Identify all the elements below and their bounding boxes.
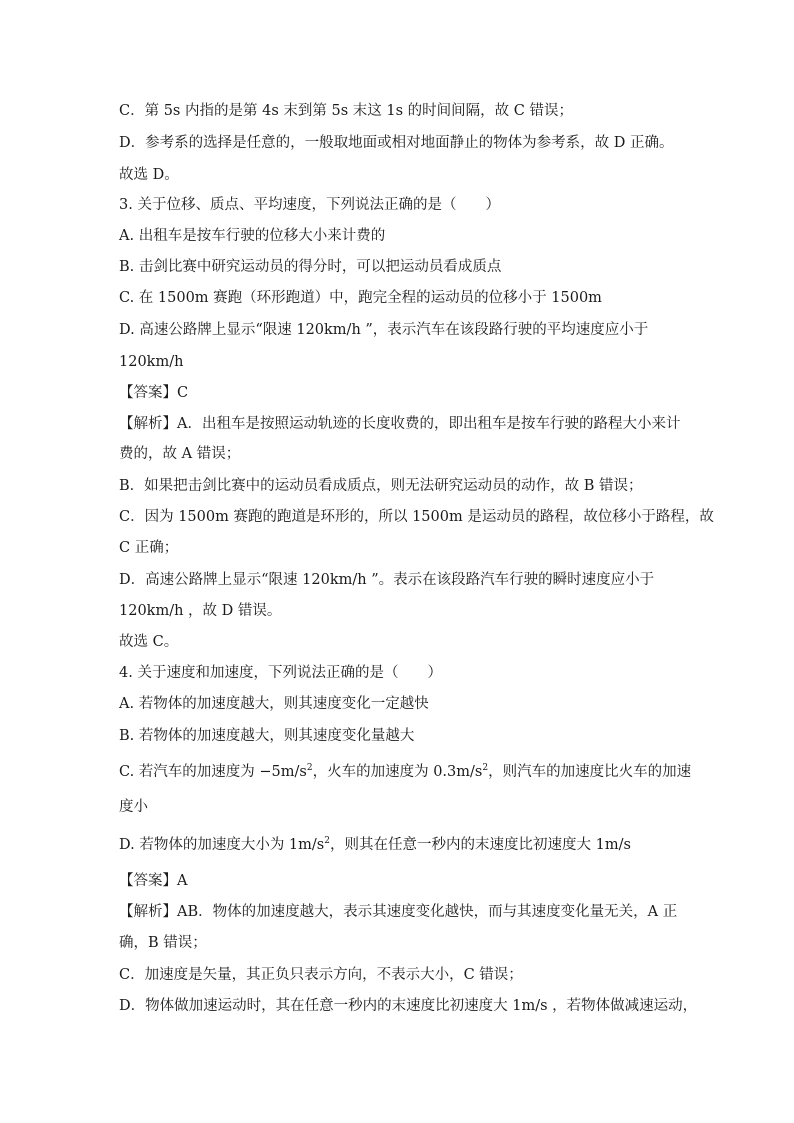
- answer-label: 【答案】A: [119, 873, 188, 889]
- text-line: D．参考系的选择是任意的，一般取地面或相对地面静止的物体为参考系，故 D 正确。: [119, 135, 674, 151]
- option-b: B. 击剑比赛中研究运动员的得分时，可以把运动员看成质点: [119, 259, 502, 275]
- text-line: C．第 5s 内指的是第 4s 末到第 5s 末这 1s 的时间间隔，故 C 错误；: [119, 103, 573, 119]
- option-b: B. 若物体的加速度越大，则其速度变化量越大: [119, 728, 415, 744]
- text-line: 故选 C。: [119, 634, 179, 650]
- text-line: 120km/h ，故 D 错误。: [119, 603, 282, 619]
- option-c: C. 若汽车的加速度为 $-5m/s^2$，火车的加速度为 $0.3m/s^2$，则汽车的加速度比火车的加速: [119, 763, 692, 780]
- analysis-line: 【解析】A．出租车是按照运动轨迹的长度收费的，即出租车是按车行驶的路程大小来计: [119, 416, 681, 432]
- analysis-line: 【解析】AB．物体的加速度越大，表示其速度变化越快，而与其速度变化量无关，A 正: [119, 904, 678, 920]
- option-d: D. 若物体的加速度大小为 $1m/s^2$，则其在任意一秒内的末速度比初速度大 1m/s: [119, 836, 631, 853]
- option-d: D. 高速公路牌上显示“限速 120km/h ”，表示汽车在该段路行驶的平均速度应小于: [119, 322, 649, 338]
- option-a: A. 若物体的加速度越大，则其速度变化一定越快: [119, 696, 429, 712]
- text-line: C．因为 1500m 赛跑的跑道是环形的，所以 1500m 是运动员的路程，故位移小于路程，故: [119, 509, 714, 525]
- text-line: 费的，故 A 错误；: [119, 446, 241, 462]
- text-line: 故选 D。: [119, 167, 179, 183]
- text-line: C．加速度是矢量，其正负只表示方向，不表示大小，C 错误；: [119, 967, 523, 983]
- text-line: 确，B 错误；: [119, 935, 207, 951]
- text-line: D．物体做加速运动时，其在任意一秒内的末速度比初速度大 1m/s ，若物体做减速运动，: [119, 998, 698, 1014]
- text-line: B．如果把击剑比赛中的运动员看成质点，则无法研究运动员的动作，故 B 错误；: [119, 478, 643, 494]
- answer-label: 【答案】C: [119, 385, 189, 401]
- option-a: A. 出租车是按车行驶的位移大小来计费的: [119, 228, 386, 244]
- option-c: C. 在 1500m 赛跑（环形跑道）中，跑完全程的运动员的位移小于 1500m: [119, 290, 602, 306]
- question-3-stem: 3. 关于位移、质点、平均速度，下列说法正确的是（ ）: [119, 197, 500, 213]
- text-line: D．高速公路牌上显示“限速 120km/h ”。表示在该段路汽车行驶的瞬时速度应小于: [119, 572, 655, 588]
- text-line: C 正确；: [119, 540, 179, 556]
- text-line: 120km/h: [119, 354, 184, 370]
- text-line: 度小: [119, 799, 148, 815]
- question-4-stem: 4. 关于速度和加速度，下列说法正确的是（ ）: [119, 665, 442, 681]
